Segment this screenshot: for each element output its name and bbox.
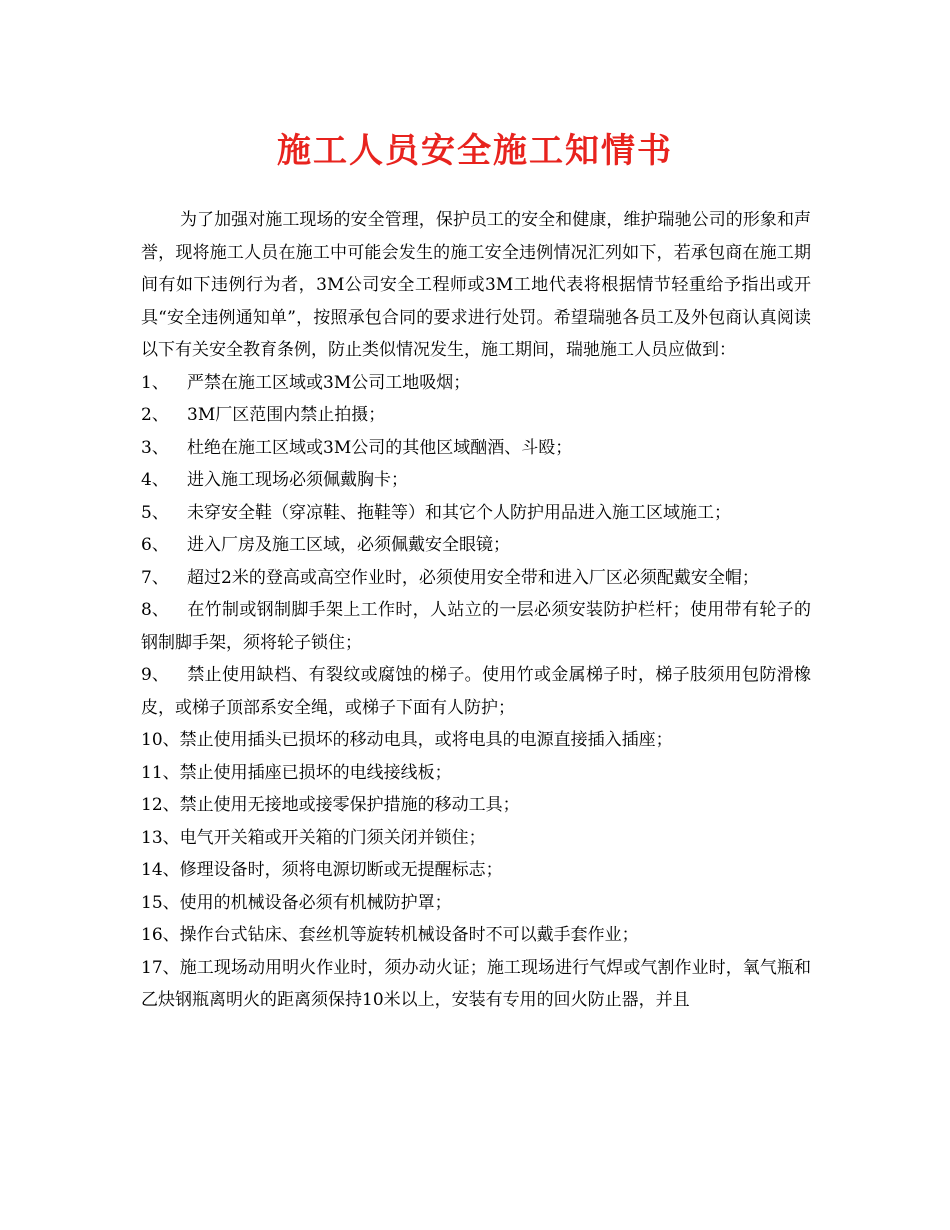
- document-body: [141, 204, 811, 1017]
- list-item: [141, 757, 811, 790]
- list-item: [141, 562, 811, 595]
- item-text: 禁止使用插头已损坏的移动电具，或将电具的电源直接插入插座；: [179, 730, 673, 750]
- list-item: [141, 399, 811, 432]
- list-item: [141, 887, 811, 920]
- item-number: 9、: [141, 665, 169, 685]
- item-number: 5、: [141, 502, 169, 523]
- item-number: 6、: [141, 535, 169, 555]
- item-number: 2、: [141, 405, 169, 425]
- item-text: 在竹制或钢制脚手架上工作时，人站立的一层必须安装防护栏杆；使用带有轮子的钢制脚手架，须将轮子锁住；: [141, 600, 811, 653]
- list-item: [141, 464, 811, 497]
- item-number: 1、: [141, 372, 169, 393]
- list-item: [141, 367, 811, 400]
- item-text: 修理设备时，须将电源切断或无提醒标志；: [179, 860, 503, 880]
- item-number: 7、: [141, 567, 169, 588]
- item-text: 进入施工现场必须佩戴胸卡；: [187, 470, 408, 490]
- item-text: 严禁在施工区域或3M公司工地吸烟；: [187, 372, 471, 393]
- document-title: 施工人员安全施工知情书: [277, 131, 673, 171]
- item-text: 超过2米的登高或高空作业时，必须使用安全带和进入厂区必须配戴安全帽；: [187, 567, 759, 588]
- item-text: 禁止使用插座已损坏的电线接线板；: [179, 762, 452, 783]
- item-text: 进入厂房及施工区域，必须佩戴安全眼镜；: [187, 535, 510, 555]
- item-number: 16、: [141, 925, 180, 945]
- item-text: 施工现场动用明火作业时，须办动火证；施工现场进行气焊或气割作业时，氧气瓶和乙炔钢瓶离明火的距离须保持10米以上，安装有专用的回火防止器，并且: [141, 957, 811, 1010]
- list-item: [141, 659, 811, 724]
- item-number: 10、: [141, 730, 180, 750]
- item-number: 12、: [141, 795, 180, 815]
- list-item: [141, 952, 811, 1017]
- item-text: 杜绝在施工区域或3M公司的其他区域酗酒、斗殴；: [187, 437, 573, 458]
- item-text: 电气开关箱或开关箱的门须关闭并锁住；: [179, 827, 486, 848]
- item-number: 14、: [141, 860, 180, 880]
- item-number: 11、: [141, 762, 180, 783]
- list-item: [141, 724, 811, 757]
- item-number: 15、: [141, 892, 180, 913]
- list-item: [141, 529, 811, 562]
- list-item: [141, 594, 811, 659]
- list-item: [141, 919, 811, 952]
- item-text: 禁止使用无接地或接零保护措施的移动工具；: [179, 795, 520, 815]
- list-item: [141, 822, 811, 855]
- list-item: [141, 432, 811, 465]
- item-text: 操作台式钻床、套丝机等旋转机械设备时不可以戴手套作业；: [179, 925, 639, 945]
- list-item: [141, 497, 811, 530]
- item-text: 3M厂区范围内禁止拍摄；: [187, 405, 386, 425]
- item-number: 3、: [141, 437, 169, 458]
- intro-paragraph: 为了加强对施工现场的安全管理，保护员工的安全和健康，维护瑞驰公司的形象和声誉，现将施工人员在施工中可能会发生的施工安全违例情况汇列如下，若承包商在施工期间有如下违例行为者，3M公司安全工程师或3M工地代表将根据情节轻重给予指出或开具“安全违例通知单”，按照承包合同的要求进行处罚。希望瑞驰各员工及外包商认真阅读以下有关安全教育条例，防止类似情况发生，施工期间，瑞驰施工人员应做到：: [141, 210, 811, 360]
- item-text: 使用的机械设备必须有机械防护罩；: [179, 892, 452, 913]
- item-number: 17、: [141, 957, 180, 978]
- item-text: 未穿安全鞋（穿凉鞋、拖鞋等）和其它个人防护用品进入施工区域施工；: [187, 502, 731, 523]
- list-item: [141, 789, 811, 822]
- item-number: 13、: [141, 827, 180, 848]
- item-text: 禁止使用缺档、有裂纹或腐蚀的梯子。使用竹或金属梯子时，梯子肢须用包防滑橡皮，或梯子顶部系安全绳，或梯子下面有人防护；: [141, 665, 811, 718]
- item-number: 8、: [141, 600, 169, 620]
- item-number: 4、: [141, 470, 169, 490]
- list-item: [141, 854, 811, 887]
